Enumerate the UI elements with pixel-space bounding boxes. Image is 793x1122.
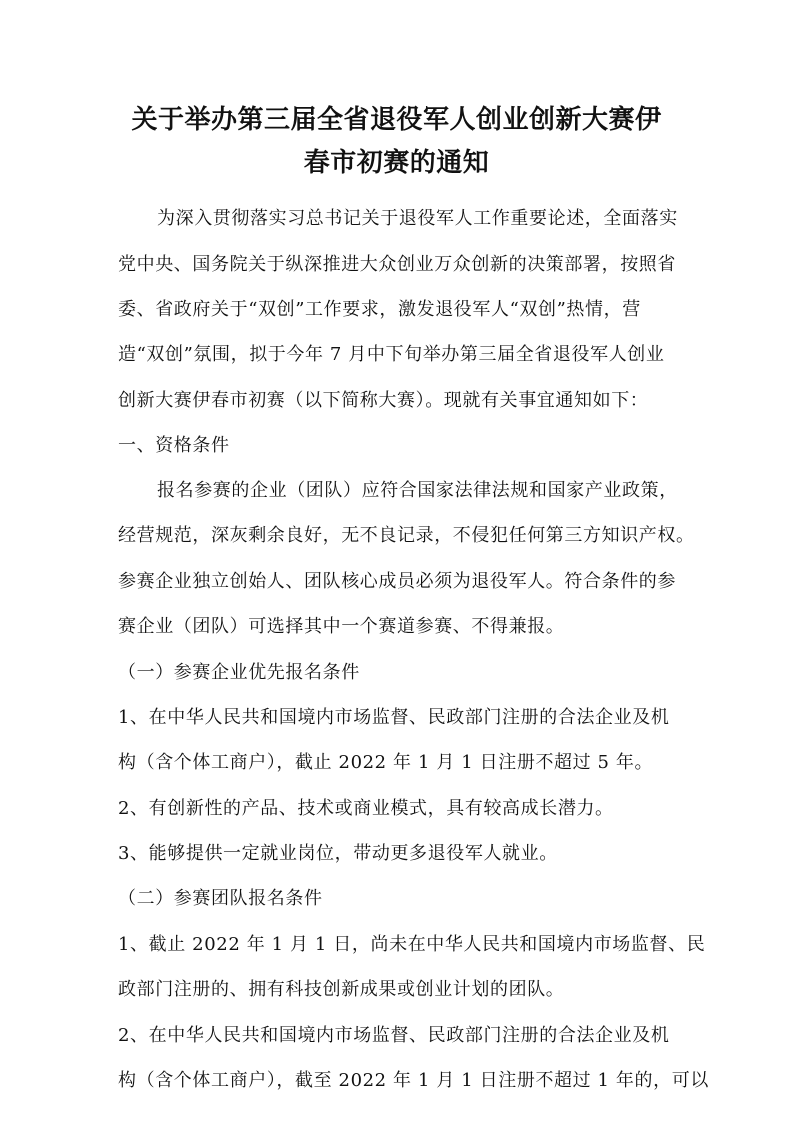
paragraph-line: 为深入贯彻落实习总书记关于退役军人工作重要论述，全面落实: [157, 208, 678, 229]
subsection-heading: （一）参赛企业优先报名条件: [118, 662, 360, 683]
list-item-line: 3、能够提供一定就业岗位，带动更多退役军人就业。: [118, 843, 558, 864]
paragraph-line: 经营规范，深灰剩余良好，无不良记录，不侵犯任何第三方知识产权。: [118, 525, 695, 546]
paragraph-line: 造“双创”氛围，拟于今年 7 月中下旬举办第三届全省退役军人创业: [118, 344, 665, 365]
list-item-line: 构（含个体工商户），截止 2022 年 1 月 1 日注册不超过 5 年。: [118, 752, 654, 773]
paragraph-line: 委、省政府关于“双创”工作要求，激发退役军人“双创”热情，营: [118, 299, 641, 320]
list-item-line: 2、在中华人民共和国境内市场监督、民政部门注册的合法企业及机: [118, 1025, 670, 1046]
subsection-heading: （二）参赛团队报名条件: [118, 888, 323, 909]
paragraph-line: 报名参赛的企业（团队）应符合国家法律法规和国家产业政策，: [157, 480, 678, 501]
list-item-line: 1、在中华人民共和国境内市场监督、民政部门注册的合法企业及机: [118, 707, 670, 728]
document-title-line-1: 关于举办第三届全省退役军人创业创新大赛伊: [131, 105, 662, 135]
list-item-line: 2、有创新性的产品、技术或商业模式，具有较高成长潜力。: [118, 798, 614, 819]
list-item-line: 构（含个体工商户），截至 2022 年 1 月 1 日注册不超过 1 年的，可以: [118, 1070, 709, 1091]
list-item-line: 1、截止 2022 年 1 月 1 日，尚未在中华人民共和国境内市场监督、民: [118, 934, 706, 955]
paragraph-line: 党中央、国务院关于纵深推进大众创业万众创新的决策部署，按照省: [118, 254, 676, 275]
paragraph-line: 参赛企业独立创始人、团队核心成员必须为退役军人。符合条件的参: [118, 571, 676, 592]
section-heading: 一、资格条件: [118, 435, 230, 456]
list-item-line: 政部门注册的、拥有科技创新成果或创业计划的团队。: [118, 979, 565, 1000]
paragraph-line: 创新大赛伊春市初赛（以下简称大赛）。现就有关事宜通知如下：: [118, 390, 649, 411]
document-title-line-2: 春市初赛的通知: [303, 148, 490, 178]
paragraph-line: 赛企业（团队）可选择其中一个赛道参赛、不得兼报。: [118, 616, 565, 637]
